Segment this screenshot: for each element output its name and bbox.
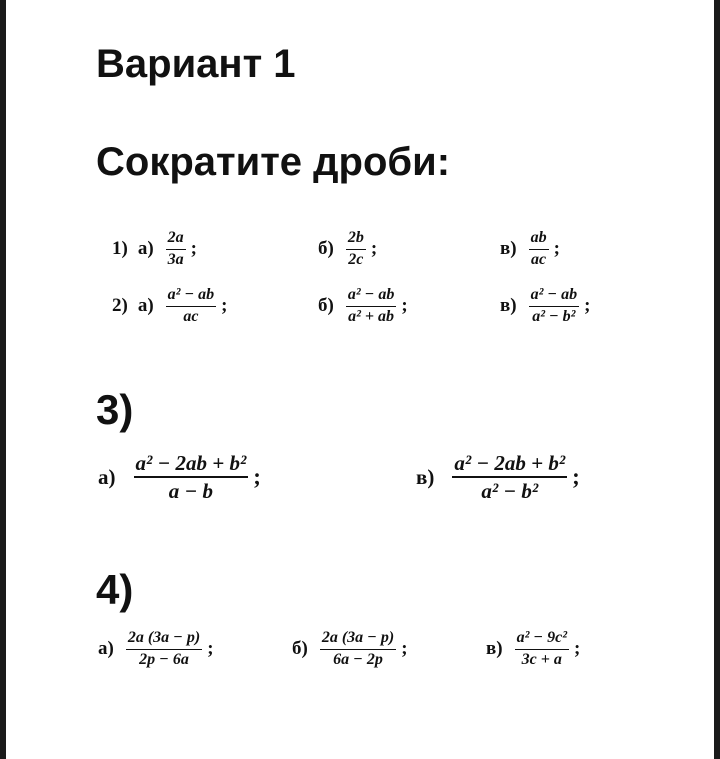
denominator: 2c	[348, 250, 364, 268]
item-label: в)	[500, 295, 517, 317]
denominator: 3a	[167, 250, 184, 268]
numerator: 2a	[166, 230, 186, 250]
item-label: а)	[98, 464, 116, 489]
exercise-1c	[500, 230, 560, 269]
exercise-2c	[500, 287, 590, 326]
fraction	[515, 630, 569, 669]
numerator: a² − 2ab + b²	[452, 452, 567, 478]
fraction	[452, 452, 567, 502]
task-heading: Сократите дроби:	[96, 140, 451, 184]
denominator: a² − b²	[481, 479, 539, 504]
exercise-2b	[318, 287, 408, 326]
denominator: 2p − 6a	[139, 650, 189, 668]
fraction	[529, 287, 580, 326]
separator: ;	[253, 464, 261, 490]
item-label: а)	[98, 638, 114, 660]
numerator: a² − ab	[166, 287, 217, 307]
separator: ;	[572, 464, 580, 490]
exercise-row-3	[0, 452, 720, 514]
fraction	[320, 630, 396, 669]
denominator: ac	[531, 250, 547, 268]
exercise-row-1	[0, 230, 720, 280]
numerator: a² − 9c²	[515, 630, 569, 650]
fraction	[166, 287, 217, 326]
separator: ;	[221, 295, 228, 317]
separator: ;	[207, 638, 214, 660]
separator: ;	[190, 238, 197, 260]
exercise-row-4	[0, 630, 720, 686]
item-label: в)	[486, 638, 503, 660]
item-label: в)	[416, 464, 435, 489]
denominator: 3c + a	[521, 650, 562, 668]
numerator: ab	[529, 230, 549, 250]
separator: ;	[573, 638, 581, 660]
numerator: 2a (3a − p)	[126, 630, 202, 650]
fraction	[134, 452, 249, 502]
variant-title: Вариант 1	[96, 42, 296, 86]
exercise-group-4-label: 4)	[96, 566, 134, 613]
numerator: a² − 2ab + b²	[134, 452, 249, 478]
exercise-3a	[98, 452, 261, 502]
exercise-group-3-label: 3)	[96, 386, 134, 433]
separator: ;	[401, 295, 408, 317]
numerator: 2b	[346, 230, 366, 250]
item-label: б)	[318, 295, 334, 317]
separator: ;	[553, 238, 560, 260]
item-label: а)	[137, 295, 154, 317]
denominator: ac	[183, 307, 199, 325]
fraction	[166, 230, 186, 269]
numerator: 2a (3a − p)	[320, 630, 396, 650]
fraction	[126, 630, 202, 669]
denominator: a − b	[168, 479, 214, 504]
fraction	[346, 230, 366, 269]
exercise-4a	[98, 630, 214, 669]
denominator: a² + ab	[348, 307, 395, 325]
separator: ;	[401, 638, 408, 660]
denominator: 6a − 2p	[333, 650, 383, 668]
exercise-1a	[112, 230, 197, 269]
exercise-3b	[416, 452, 580, 502]
denominator: a² − b²	[532, 307, 576, 325]
fraction	[346, 287, 397, 326]
exercise-number: 2)	[112, 295, 128, 317]
exercise-1b	[318, 230, 377, 269]
exercise-2a	[112, 287, 227, 326]
exercise-number: 1)	[112, 238, 128, 260]
fraction	[529, 230, 549, 269]
item-label: б)	[318, 238, 334, 260]
exercise-row-2	[0, 287, 720, 343]
item-label: а)	[137, 238, 154, 260]
separator: ;	[370, 238, 378, 260]
item-label: б)	[292, 638, 308, 660]
exercise-4b	[292, 630, 408, 669]
numerator: a² − ab	[346, 287, 397, 307]
exercise-4c	[486, 630, 580, 669]
item-label: в)	[500, 238, 517, 260]
separator: ;	[584, 295, 591, 317]
numerator: a² − ab	[529, 287, 580, 307]
